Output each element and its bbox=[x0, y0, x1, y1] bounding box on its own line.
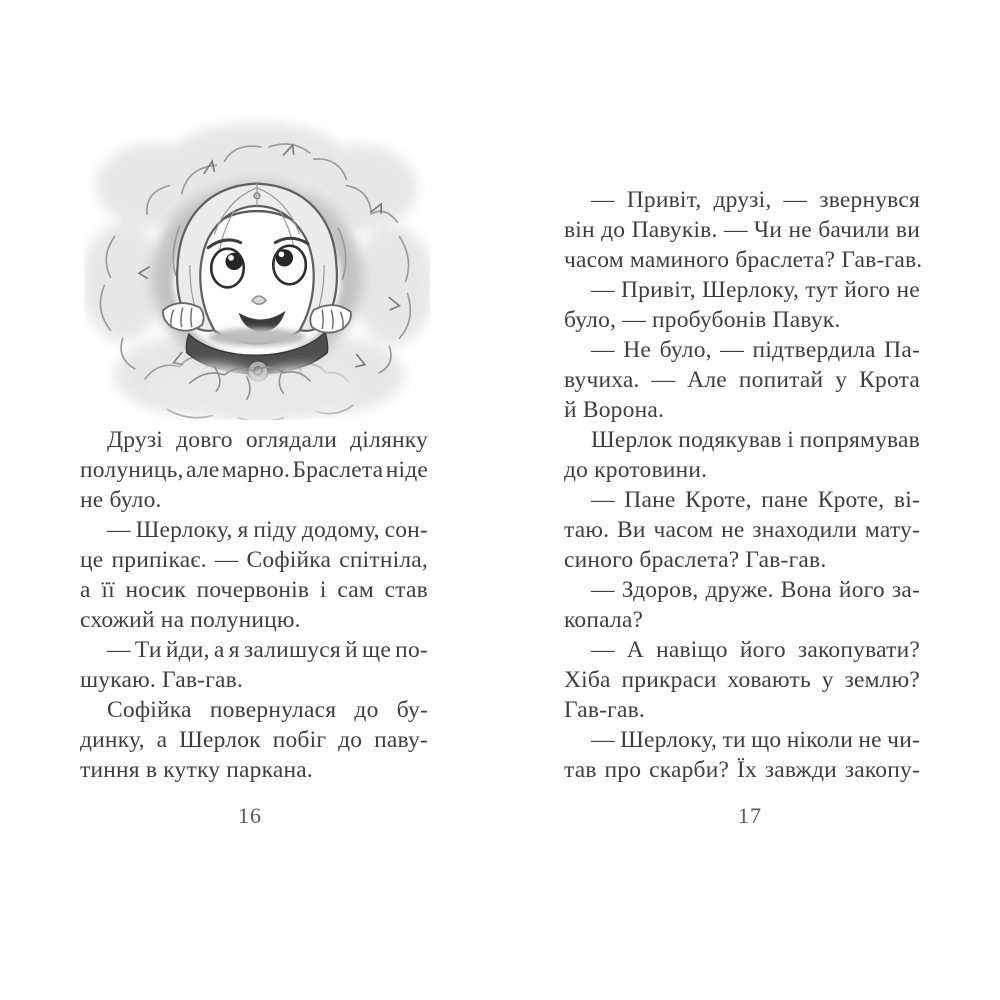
word: — bbox=[107, 637, 131, 663]
word: Кроте, bbox=[685, 487, 752, 513]
word: — bbox=[783, 187, 808, 213]
word: бачили bbox=[818, 217, 890, 243]
text-line: було, — пробубонів Павук. bbox=[564, 307, 841, 333]
word: — bbox=[591, 577, 615, 603]
word: Браслета bbox=[292, 457, 384, 483]
word: А bbox=[626, 637, 644, 663]
word: її bbox=[101, 577, 115, 603]
text-line: до кротовини. bbox=[564, 457, 708, 483]
word: закопувати? bbox=[797, 637, 920, 663]
text-line: й Ворона. bbox=[564, 397, 665, 423]
word: і bbox=[787, 427, 794, 453]
word: до bbox=[338, 727, 363, 753]
word: ніде bbox=[385, 457, 428, 483]
word: Не bbox=[623, 337, 652, 363]
text-line bbox=[564, 485, 920, 515]
word: попитай bbox=[738, 367, 824, 393]
word: — bbox=[107, 517, 131, 543]
word: про bbox=[604, 757, 642, 783]
word: у bbox=[835, 367, 848, 393]
word: це bbox=[80, 547, 104, 573]
word: Крота bbox=[859, 367, 920, 393]
word: Вона bbox=[780, 577, 832, 603]
text-line: синого браслета? Гав-гав. bbox=[564, 547, 827, 573]
word: й bbox=[345, 637, 358, 663]
word: Пане bbox=[624, 487, 676, 513]
word: Друзі bbox=[107, 427, 164, 453]
word: часом bbox=[653, 517, 714, 543]
page-17-number: 17 bbox=[738, 803, 762, 828]
word: Чи bbox=[753, 217, 783, 243]
word: довго bbox=[176, 427, 233, 453]
word: тут bbox=[805, 277, 838, 303]
word: і bbox=[319, 577, 327, 603]
text-line bbox=[564, 725, 920, 755]
word: Шерлок bbox=[591, 427, 673, 453]
word: оглядали bbox=[245, 427, 338, 453]
word: його bbox=[844, 277, 891, 303]
word: ві- bbox=[893, 487, 920, 513]
word: я bbox=[237, 517, 249, 543]
word: було, bbox=[659, 337, 712, 363]
word: не bbox=[788, 217, 812, 243]
word: залишуся bbox=[243, 637, 341, 663]
word: повернулася bbox=[209, 697, 337, 723]
word: Шерлоку, bbox=[135, 517, 233, 543]
word: його bbox=[739, 637, 786, 663]
text-line: шукаю. Гав-гав. bbox=[80, 667, 244, 693]
word: Хіба bbox=[564, 667, 611, 693]
word: мату- bbox=[864, 517, 920, 543]
word: ніколи bbox=[786, 727, 853, 753]
text-line bbox=[564, 755, 920, 785]
word: ти bbox=[722, 727, 746, 753]
word: підтвердила bbox=[752, 337, 876, 363]
word: — bbox=[720, 337, 744, 363]
word: до bbox=[601, 217, 626, 243]
word: у bbox=[821, 667, 834, 693]
word: вучиха. bbox=[564, 367, 640, 393]
word: але bbox=[186, 457, 220, 483]
word: став bbox=[384, 577, 428, 603]
word: сон- bbox=[384, 517, 428, 543]
word: закопу- bbox=[844, 757, 920, 783]
word: сам bbox=[337, 577, 374, 603]
word: Ти bbox=[134, 637, 162, 663]
word: Привіт, bbox=[621, 277, 696, 303]
text-line bbox=[564, 365, 920, 395]
text-line bbox=[564, 215, 920, 245]
text-line: не було. bbox=[80, 487, 162, 513]
word: завжди bbox=[764, 757, 837, 783]
word: за- bbox=[891, 577, 920, 603]
word: Шерлоку, bbox=[702, 277, 800, 303]
text-line: схожий на полуницю. bbox=[80, 607, 301, 633]
text-line bbox=[564, 185, 920, 215]
word: паву- bbox=[374, 727, 428, 753]
word: я bbox=[228, 637, 240, 663]
word: Здоров, bbox=[621, 577, 699, 603]
word: спітніла, bbox=[339, 547, 428, 573]
word: Павуків. bbox=[631, 217, 718, 243]
text-line bbox=[564, 635, 920, 665]
word: Софійка bbox=[107, 697, 192, 723]
word: до bbox=[354, 697, 379, 723]
word: Привіт, bbox=[626, 187, 702, 213]
word: не bbox=[721, 517, 745, 543]
word: почервонів bbox=[196, 577, 310, 603]
word: — bbox=[591, 637, 615, 663]
word: Па- bbox=[884, 337, 920, 363]
word: — bbox=[591, 727, 615, 753]
word: Але bbox=[687, 367, 727, 393]
word: марно. bbox=[221, 457, 291, 483]
word: Їх bbox=[736, 757, 757, 783]
word: попрямував bbox=[799, 427, 920, 453]
word: додому, bbox=[301, 517, 380, 543]
word: Шерлок bbox=[179, 727, 261, 753]
word: а bbox=[213, 637, 225, 663]
word: ще bbox=[362, 637, 391, 663]
word: полуниць, bbox=[80, 457, 184, 483]
text-line: Гав-гав. bbox=[564, 697, 645, 723]
word: що bbox=[751, 727, 782, 753]
word: — bbox=[591, 277, 615, 303]
word: ділянку bbox=[350, 427, 428, 453]
word: не bbox=[896, 277, 920, 303]
page-16-number: 16 bbox=[238, 803, 262, 828]
word: а bbox=[80, 577, 91, 603]
text-line bbox=[564, 515, 920, 545]
word: — bbox=[591, 487, 615, 513]
word: друже. bbox=[705, 577, 774, 603]
word: пане bbox=[761, 487, 809, 513]
word: — bbox=[723, 217, 748, 243]
word: по- bbox=[395, 637, 428, 663]
word: друзі, bbox=[713, 187, 772, 213]
text-line bbox=[564, 275, 920, 305]
word: чи- bbox=[887, 727, 920, 753]
word: бу- bbox=[396, 697, 428, 723]
word: навіщо bbox=[656, 637, 728, 663]
word: Ви bbox=[617, 517, 646, 543]
text-line bbox=[564, 425, 920, 455]
word: Шерлоку, bbox=[620, 727, 718, 753]
word: прикраси bbox=[621, 667, 717, 693]
word: динку, bbox=[80, 727, 145, 753]
word: не bbox=[858, 727, 882, 753]
word: ви bbox=[895, 217, 920, 243]
word: припікає. bbox=[111, 547, 207, 573]
word: землю? bbox=[844, 667, 920, 693]
word: тав bbox=[564, 757, 597, 783]
word: Кроте, bbox=[817, 487, 885, 513]
word: він bbox=[564, 217, 595, 243]
word: а bbox=[156, 727, 168, 753]
word: — bbox=[591, 337, 615, 363]
word: — bbox=[651, 367, 676, 393]
word: — bbox=[591, 187, 615, 213]
word: звернувся bbox=[819, 187, 920, 213]
text-line: часом маминого браслета? Гав-гав. bbox=[564, 247, 923, 273]
word: йди, bbox=[165, 637, 210, 663]
word: таю. bbox=[564, 517, 610, 543]
text-line bbox=[564, 335, 920, 365]
page-17-text bbox=[564, 185, 923, 785]
word: скарби? bbox=[649, 757, 730, 783]
word: подякував bbox=[678, 427, 782, 453]
word: Софійка bbox=[246, 547, 332, 573]
text-line: копала? bbox=[564, 607, 644, 633]
word: його bbox=[838, 577, 885, 603]
word: ховають bbox=[727, 667, 811, 693]
word: — bbox=[214, 547, 239, 573]
text-line: тиння в кутку паркана. bbox=[80, 757, 313, 783]
word: знаходили bbox=[752, 517, 858, 543]
word: носик bbox=[125, 577, 186, 603]
text-line bbox=[564, 575, 920, 605]
word: побіг bbox=[272, 727, 327, 753]
word: піду bbox=[253, 517, 297, 543]
text-line bbox=[564, 665, 920, 695]
